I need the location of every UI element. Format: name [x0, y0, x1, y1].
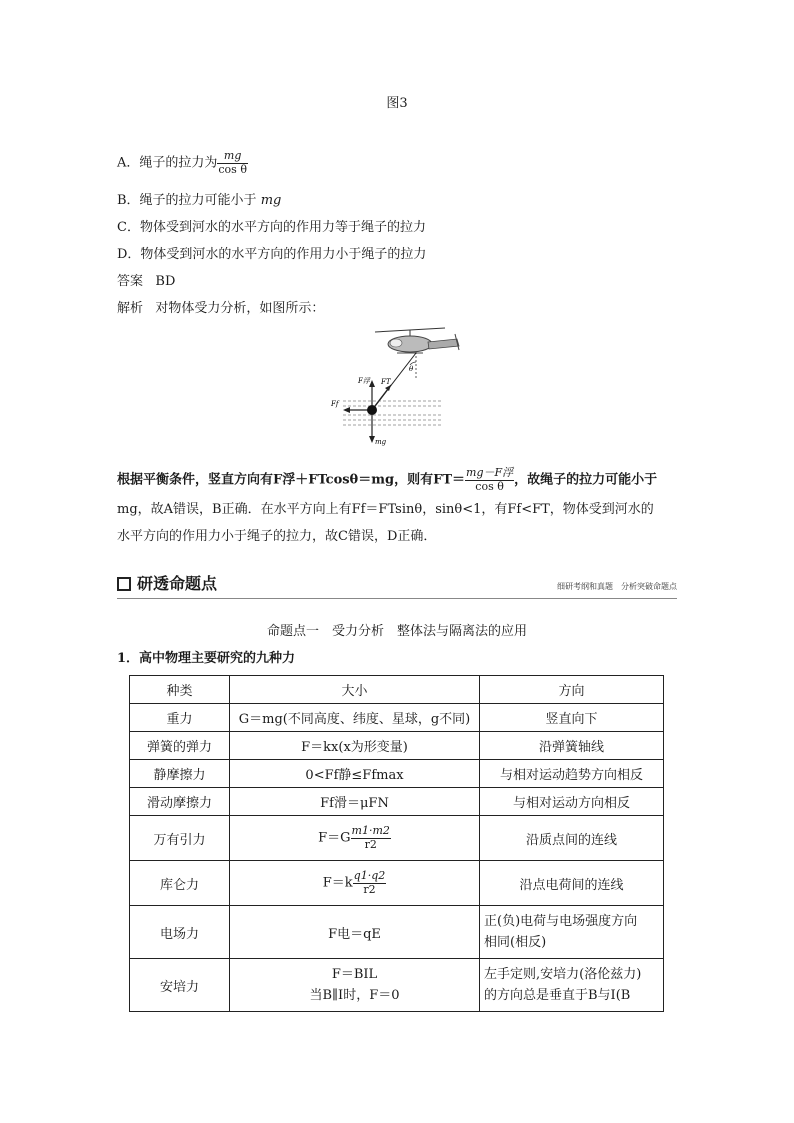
- option-a-numerator: mg: [217, 150, 248, 164]
- cell-direction-line-2: 的方向总是垂直于B与I(B: [484, 988, 631, 1003]
- table-row: [130, 788, 664, 816]
- table-row: [130, 732, 664, 760]
- analysis-intro: 对物体受力分析，如图所示：: [155, 301, 325, 316]
- option-c: C．物体受到河水的水平方向的作用力等于绳子的拉力: [117, 220, 426, 235]
- gravitation-fraction: [351, 825, 391, 851]
- cell-size: [230, 861, 480, 906]
- analysis-line-1-a: 根据平衡条件，竖直方向有: [117, 472, 274, 488]
- option-b-var: mg: [260, 193, 282, 208]
- force-diagram: [325, 322, 465, 452]
- cell-direction: 沿点电荷间的连线: [480, 861, 664, 906]
- table-row: [130, 760, 664, 788]
- cell-size: F＝kx(x为形变量): [230, 732, 480, 760]
- cell-name: 静摩擦力: [130, 760, 230, 788]
- cell-size-line-2: 当B∥I时，F＝0: [309, 988, 400, 1003]
- analysis-label: 解析: [117, 301, 144, 316]
- table-row: [130, 959, 664, 1012]
- analysis-line-1-b: ，则有: [394, 472, 434, 488]
- cell-size: Ff滑＝μFN: [230, 788, 480, 816]
- answer-label: 答案: [117, 274, 144, 289]
- analysis-line-2: mg，故A错误，B正确．在水平方向上有Ff＝FTsinθ，sinθ<1，有Ff<FT，物体受到河水的: [117, 502, 654, 517]
- table-header-row: [130, 676, 664, 704]
- list-heading: 1．高中物理主要研究的九种力: [117, 651, 296, 666]
- option-a-denominator: cos θ: [218, 162, 247, 176]
- table-row: [130, 861, 664, 906]
- cell-size: 0<Ff静≤Ffmax: [230, 760, 480, 788]
- option-d: D．物体受到河水的水平方向的作用力小于绳子的拉力: [117, 247, 427, 262]
- header-direction: 方向: [480, 676, 664, 704]
- coulomb-fraction: [353, 870, 387, 896]
- cell-direction-line-1: 左手定则,安培力(洛伦兹力): [484, 966, 642, 982]
- option-b-text: B．绳子的拉力可能小于: [117, 193, 257, 208]
- option-a-text: A．绳子的拉力为: [117, 155, 218, 171]
- cell-name: 万有引力: [130, 816, 230, 861]
- option-a-fraction: [217, 150, 248, 176]
- forces-table: [129, 675, 664, 1012]
- figure-caption: 图3: [386, 96, 408, 111]
- cell-size: [230, 959, 480, 1012]
- gravitation-den: r2: [364, 837, 377, 851]
- label-tension: FT: [381, 378, 391, 386]
- cell-name: 滑动摩擦力: [130, 788, 230, 816]
- analysis-line-1-eq: F浮＋FTcosθ＝mg: [273, 472, 395, 488]
- cell-direction: 与相对运动趋势方向相反: [480, 760, 664, 788]
- table-row: [130, 704, 664, 732]
- label-gravity: mg: [375, 438, 387, 446]
- section-square-icon: [117, 577, 131, 591]
- section-header: [117, 574, 677, 599]
- cell-direction: 沿质点间的连线: [480, 816, 664, 861]
- label-angle: θ: [409, 365, 414, 373]
- analysis-line-1: [117, 467, 657, 493]
- option-b: [117, 194, 281, 207]
- header-type: 种类: [130, 676, 230, 704]
- cell-direction: [480, 906, 664, 959]
- section-subtitle: 细研考纲和真题 分析突破命题点: [557, 582, 677, 591]
- answer-value: BD: [155, 274, 176, 289]
- cell-size: [230, 816, 480, 861]
- analysis-line-1-lhs: FT＝: [433, 472, 466, 488]
- cell-size-line-1: F＝BIL: [331, 966, 378, 982]
- cell-direction: 竖直向下: [480, 704, 664, 732]
- cell-name: 重力: [130, 704, 230, 732]
- cell-name: 电场力: [130, 906, 230, 959]
- table-row: [130, 816, 664, 861]
- section-title-text: 研透命题点: [137, 574, 218, 593]
- coulomb-num: q1·q2: [353, 868, 386, 882]
- cell-direction: 与相对运动方向相反: [480, 788, 664, 816]
- analysis-fraction-num: mg－F浮: [466, 466, 514, 479]
- cell-direction-line-2: 相同(相反): [484, 935, 547, 950]
- analysis-fraction-den: cos θ: [475, 479, 504, 493]
- coulomb-den: r2: [363, 882, 376, 896]
- label-buoyancy: F浮: [358, 377, 370, 385]
- header-size: 大小: [230, 676, 480, 704]
- water-lines: [343, 401, 443, 425]
- section-title: [117, 576, 217, 592]
- table-row: [130, 906, 664, 959]
- cell-name: 安培力: [130, 959, 230, 1012]
- analysis-line-1-c: ，故绳子的拉力可能小于: [514, 472, 658, 488]
- object-dot: [367, 405, 377, 415]
- sub-heading: 命题点一 受力分析 整体法与隔离法的应用: [266, 624, 527, 639]
- coulomb-lhs: F＝k: [322, 875, 353, 891]
- cell-direction-line-1: 正(负)电荷与电场强度方向: [484, 913, 638, 929]
- analysis-intro-line: [117, 302, 324, 315]
- label-friction: Ff: [331, 400, 339, 408]
- cell-name: 库仑力: [130, 861, 230, 906]
- option-a: [117, 150, 248, 176]
- helicopter-icon: [375, 328, 459, 353]
- analysis-line-3: 水平方向的作用力小于绳子的拉力，故C错误，D正确．: [117, 529, 437, 544]
- analysis-fraction: [465, 467, 514, 493]
- answer-line: [117, 275, 175, 288]
- gravitation-num: m1·m2: [351, 823, 390, 837]
- cell-size: F电＝qE: [230, 906, 480, 959]
- gravitation-lhs: F＝G: [318, 830, 351, 846]
- cell-size: G＝mg(不同高度、纬度、星球，g不同): [230, 704, 480, 732]
- cell-direction: 沿弹簧轴线: [480, 732, 664, 760]
- cell-name: 弹簧的弹力: [130, 732, 230, 760]
- cell-direction: [480, 959, 664, 1012]
